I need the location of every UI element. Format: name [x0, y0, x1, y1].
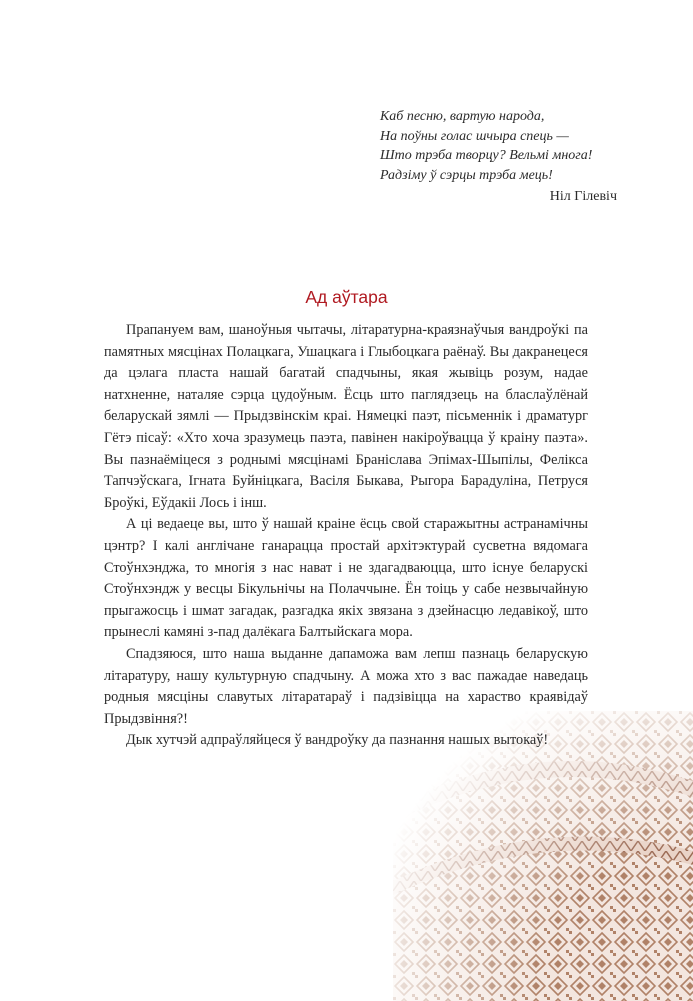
- page-title: Ад аўтара: [305, 287, 388, 307]
- paragraph: Прапануем вам, шаноўныя чытачы, літаратурна-краязнаўчыя вандроўкі па памятных мясцінах Полацкага, Ушацкага і Глыбоцкага раёнаў. Вы дакранецеся да цэлага пласта нашай багатай спадчыны, якая жывіць розум, надае натхненне, наталяе сэрца цудоўным. Ёсць што паглядзець на бласлаўлёнай беларускай зямлі — Прыдзвінскім краі. Нямецкі паэт, пісьменнік і драматург Гётэ пісаў: «Хто хоча зразумець паэта, павінен накіроўвацца ў краіну паэта». Вы пазнаёміцеся з роднымі мясцінамі Браніслава Эпімах-Шыпілы, Фелікса Тапчэўскага, Ігната Буйніцкага, Васіля Быкава, Рыгора Барадуліна, Петруся Броўкі, Еўдакіі Лось і інш.: [104, 322, 588, 511]
- body-text: [104, 320, 588, 752]
- epigraph-line: На поўны голас шчыра спець —: [380, 128, 569, 144]
- paragraph: Спадзяюся, што наша выданне дапаможа вам лепш пазнаць беларускую літаратуру, нашу культурную спадчыну. А можа хто з вас пажадае наведаць родныя мясціны славутых літаратараў і падзівіцца на хараство краявідаў Прыдзвіння?!: [104, 645, 588, 727]
- embroidery-ornament: [393, 711, 693, 1001]
- epigraph-line: Што трэба творцу? Вельмі многа!: [380, 148, 593, 163]
- epigraph-line: Каб песню, вартую народа,: [380, 109, 545, 124]
- epigraph-author: Ніл Гілевіч: [549, 189, 617, 204]
- epigraph: [380, 107, 680, 185]
- epigraph-line: Радзіму ў сэрцы трэба мець!: [380, 167, 553, 183]
- paragraph: А ці ведаеце вы, што ў нашай краіне ёсць свой старажытны астранамічны цэнтр? І калі англічане ганарацца простай архітэктурай сусветна вядомага Стоўнхэнджа, то многія з нас нават і не здагадваюцца, што існуе беларускі Стоўнхэндж у весцы Бікульнічы на Полаччыне. Ён тоіць у сабе незвычайную прыгажосць і шмат загадак, разгадка якіх звязана з дзейнасцю ледавікоў, што прынеслі камяні з-пад далёкага Балтыйскага мора.: [104, 516, 588, 641]
- paragraph: Дык хутчэй адпраўляйцеся ў вандроўку да пазнання нашых вытокаў!: [126, 732, 549, 749]
